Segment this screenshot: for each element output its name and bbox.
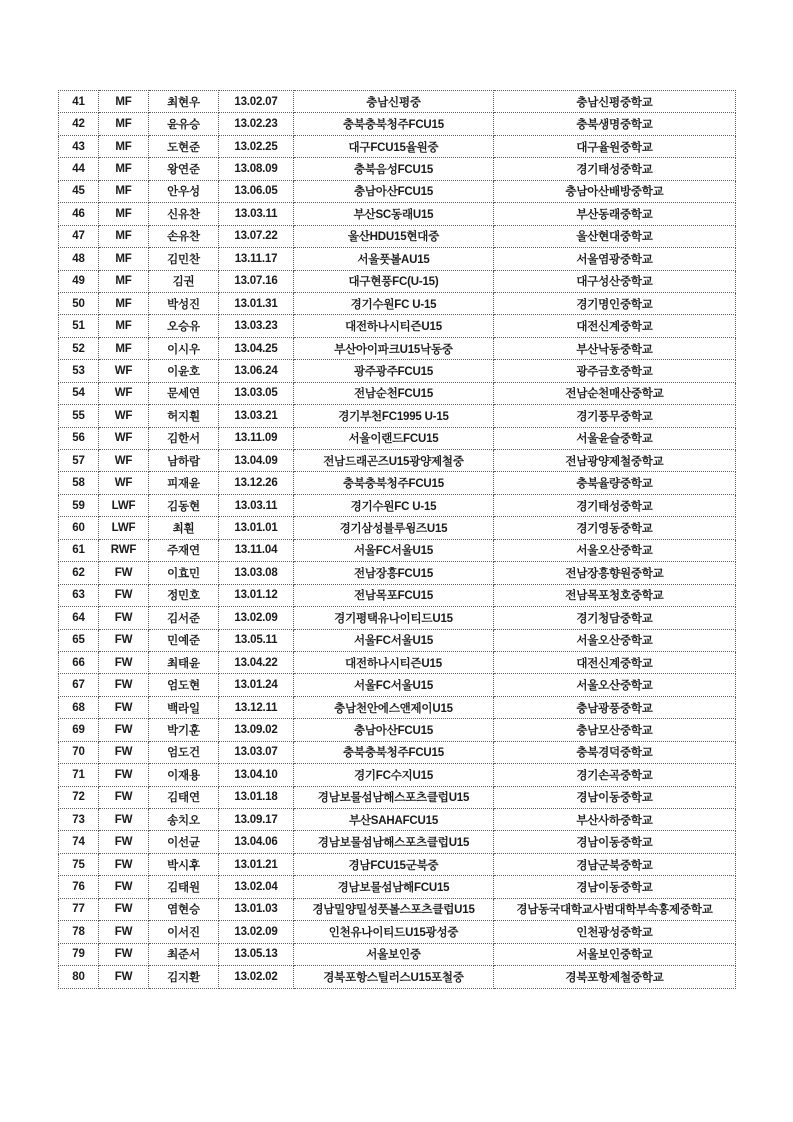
cell-name: 안우성 <box>149 180 219 202</box>
cell-no: 65 <box>59 629 99 651</box>
table-row <box>59 651 736 673</box>
cell-name: 김민찬 <box>149 248 219 270</box>
cell-club: 충남아산FCU15 <box>294 180 494 202</box>
cell-name: 이재용 <box>149 764 219 786</box>
cell-birth_date: 13.04.22 <box>219 651 294 673</box>
cell-club: 충북충북청주FCU15 <box>294 113 494 135</box>
cell-school: 서울윤슬중학교 <box>494 427 736 449</box>
cell-position: WF <box>99 382 149 404</box>
cell-birth_date: 13.02.07 <box>219 91 294 113</box>
cell-no: 45 <box>59 180 99 202</box>
cell-club: 경남보물섬남해스포츠클럽U15 <box>294 831 494 853</box>
cell-school: 경기태성중학교 <box>494 494 736 516</box>
cell-school: 서울오산중학교 <box>494 539 736 561</box>
table-row <box>59 427 736 449</box>
cell-no: 54 <box>59 382 99 404</box>
cell-position: FW <box>99 898 149 920</box>
cell-name: 박성진 <box>149 292 219 314</box>
cell-birth_date: 13.06.24 <box>219 360 294 382</box>
cell-position: WF <box>99 405 149 427</box>
cell-club: 경남보물섬남해스포츠클럽U15 <box>294 786 494 808</box>
cell-no: 74 <box>59 831 99 853</box>
cell-club: 경남보물섬남해FCU15 <box>294 876 494 898</box>
table-row <box>59 853 736 875</box>
cell-no: 78 <box>59 921 99 943</box>
cell-birth_date: 13.01.24 <box>219 674 294 696</box>
cell-club: 부산SAHAFCU15 <box>294 809 494 831</box>
cell-position: WF <box>99 427 149 449</box>
cell-club: 부산아이파크U15낙동중 <box>294 337 494 359</box>
table-row <box>59 921 736 943</box>
cell-club: 경남FCU15군북중 <box>294 853 494 875</box>
cell-school: 부산사하중학교 <box>494 809 736 831</box>
cell-no: 69 <box>59 719 99 741</box>
cell-school: 대구성산중학교 <box>494 270 736 292</box>
cell-no: 47 <box>59 225 99 247</box>
cell-no: 59 <box>59 494 99 516</box>
cell-club: 대전하나시티즌U15 <box>294 651 494 673</box>
cell-position: FW <box>99 562 149 584</box>
cell-school: 경남이동중학교 <box>494 786 736 808</box>
cell-no: 55 <box>59 405 99 427</box>
table-row <box>59 764 736 786</box>
cell-position: FW <box>99 741 149 763</box>
table-row <box>59 943 736 965</box>
cell-birth_date: 13.07.22 <box>219 225 294 247</box>
cell-name: 김권 <box>149 270 219 292</box>
cell-name: 송치오 <box>149 809 219 831</box>
cell-position: FW <box>99 719 149 741</box>
cell-no: 52 <box>59 337 99 359</box>
table-row <box>59 405 736 427</box>
cell-name: 오승유 <box>149 315 219 337</box>
cell-position: MF <box>99 270 149 292</box>
table-row <box>59 562 736 584</box>
table-row <box>59 270 736 292</box>
table-row <box>59 203 736 225</box>
table-row <box>59 696 736 718</box>
cell-position: LWF <box>99 494 149 516</box>
cell-school: 대전신계중학교 <box>494 651 736 673</box>
cell-school: 서울보인중학교 <box>494 943 736 965</box>
cell-name: 왕연준 <box>149 158 219 180</box>
table-row <box>59 584 736 606</box>
cell-no: 68 <box>59 696 99 718</box>
roster-body <box>59 91 736 989</box>
cell-position: FW <box>99 809 149 831</box>
cell-school: 부산동래중학교 <box>494 203 736 225</box>
cell-no: 75 <box>59 853 99 875</box>
cell-school: 경북포항제철중학교 <box>494 966 736 988</box>
cell-birth_date: 13.11.09 <box>219 427 294 449</box>
cell-position: FW <box>99 584 149 606</box>
cell-no: 58 <box>59 472 99 494</box>
cell-school: 광주금호중학교 <box>494 360 736 382</box>
cell-no: 53 <box>59 360 99 382</box>
cell-birth_date: 13.01.01 <box>219 517 294 539</box>
table-row <box>59 472 736 494</box>
cell-name: 민예준 <box>149 629 219 651</box>
cell-club: 서울풋볼AU15 <box>294 248 494 270</box>
table-row <box>59 292 736 314</box>
cell-name: 윤유승 <box>149 113 219 135</box>
cell-birth_date: 13.04.25 <box>219 337 294 359</box>
cell-name: 김태원 <box>149 876 219 898</box>
cell-name: 피재윤 <box>149 472 219 494</box>
table-row <box>59 786 736 808</box>
cell-position: FW <box>99 607 149 629</box>
cell-birth_date: 13.01.03 <box>219 898 294 920</box>
cell-name: 엄도현 <box>149 674 219 696</box>
cell-club: 서울FC서울U15 <box>294 629 494 651</box>
cell-position: FW <box>99 831 149 853</box>
cell-no: 57 <box>59 450 99 472</box>
cell-club: 경기수원FC U-15 <box>294 494 494 516</box>
table-row <box>59 674 736 696</box>
cell-position: RWF <box>99 539 149 561</box>
cell-birth_date: 13.01.31 <box>219 292 294 314</box>
cell-birth_date: 13.01.18 <box>219 786 294 808</box>
table-row <box>59 629 736 651</box>
cell-school: 충남모산중학교 <box>494 719 736 741</box>
cell-birth_date: 13.03.23 <box>219 315 294 337</box>
cell-name: 최태윤 <box>149 651 219 673</box>
table-row <box>59 809 736 831</box>
cell-position: MF <box>99 91 149 113</box>
cell-name: 허지훤 <box>149 405 219 427</box>
table-row <box>59 158 736 180</box>
cell-position: WF <box>99 360 149 382</box>
cell-club: 충북음성FCU15 <box>294 158 494 180</box>
cell-no: 44 <box>59 158 99 180</box>
cell-no: 64 <box>59 607 99 629</box>
cell-birth_date: 13.12.26 <box>219 472 294 494</box>
cell-school: 충남광풍중학교 <box>494 696 736 718</box>
cell-birth_date: 13.02.09 <box>219 921 294 943</box>
cell-name: 이효민 <box>149 562 219 584</box>
cell-school: 경기청담중학교 <box>494 607 736 629</box>
table-row <box>59 876 736 898</box>
cell-school: 서울오산중학교 <box>494 674 736 696</box>
table-row <box>59 360 736 382</box>
cell-position: MF <box>99 203 149 225</box>
table-row <box>59 315 736 337</box>
cell-name: 김서준 <box>149 607 219 629</box>
cell-club: 충북충북청주FCU15 <box>294 741 494 763</box>
table-row <box>59 607 736 629</box>
cell-school: 전남목포청호중학교 <box>494 584 736 606</box>
cell-birth_date: 13.11.17 <box>219 248 294 270</box>
cell-no: 48 <box>59 248 99 270</box>
table-row <box>59 719 736 741</box>
cell-name: 남하람 <box>149 450 219 472</box>
cell-position: MF <box>99 180 149 202</box>
cell-birth_date: 13.07.16 <box>219 270 294 292</box>
cell-birth_date: 13.02.09 <box>219 607 294 629</box>
cell-position: MF <box>99 135 149 157</box>
cell-birth_date: 13.11.04 <box>219 539 294 561</box>
cell-position: FW <box>99 921 149 943</box>
cell-school: 서울염광중학교 <box>494 248 736 270</box>
cell-birth_date: 13.12.11 <box>219 696 294 718</box>
table-row <box>59 337 736 359</box>
cell-no: 62 <box>59 562 99 584</box>
cell-school: 경기명인중학교 <box>494 292 736 314</box>
cell-name: 최훤 <box>149 517 219 539</box>
cell-school: 전남순천매산중학교 <box>494 382 736 404</box>
cell-club: 충북충북청주FCU15 <box>294 472 494 494</box>
cell-school: 충북경덕중학교 <box>494 741 736 763</box>
cell-name: 박시후 <box>149 853 219 875</box>
cell-no: 66 <box>59 651 99 673</box>
cell-no: 63 <box>59 584 99 606</box>
cell-school: 충남아산배방중학교 <box>494 180 736 202</box>
cell-name: 최현우 <box>149 91 219 113</box>
cell-birth_date: 13.04.10 <box>219 764 294 786</box>
cell-position: FW <box>99 876 149 898</box>
cell-school: 충남신평중학교 <box>494 91 736 113</box>
cell-club: 대구현풍FC(U-15) <box>294 270 494 292</box>
cell-no: 60 <box>59 517 99 539</box>
cell-club: 경기수원FC U-15 <box>294 292 494 314</box>
table-row <box>59 831 736 853</box>
cell-name: 문세연 <box>149 382 219 404</box>
cell-no: 77 <box>59 898 99 920</box>
cell-name: 최준서 <box>149 943 219 965</box>
cell-birth_date: 13.03.08 <box>219 562 294 584</box>
cell-birth_date: 13.03.11 <box>219 494 294 516</box>
cell-club: 부산SC동래U15 <box>294 203 494 225</box>
table-row <box>59 382 736 404</box>
cell-birth_date: 13.02.25 <box>219 135 294 157</box>
cell-name: 이서진 <box>149 921 219 943</box>
cell-name: 손유찬 <box>149 225 219 247</box>
cell-birth_date: 13.03.05 <box>219 382 294 404</box>
cell-no: 72 <box>59 786 99 808</box>
cell-birth_date: 13.03.07 <box>219 741 294 763</box>
cell-position: FW <box>99 629 149 651</box>
cell-no: 71 <box>59 764 99 786</box>
cell-school: 전남광양제철중학교 <box>494 450 736 472</box>
cell-position: WF <box>99 450 149 472</box>
cell-birth_date: 13.04.09 <box>219 450 294 472</box>
cell-no: 67 <box>59 674 99 696</box>
cell-birth_date: 13.01.12 <box>219 584 294 606</box>
cell-school: 울산현대중학교 <box>494 225 736 247</box>
cell-club: 대구FCU15율원중 <box>294 135 494 157</box>
cell-birth_date: 13.06.05 <box>219 180 294 202</box>
cell-position: FW <box>99 966 149 988</box>
cell-name: 이윤호 <box>149 360 219 382</box>
cell-club: 경기평택유나이티드U15 <box>294 607 494 629</box>
cell-position: LWF <box>99 517 149 539</box>
cell-club: 전남순천FCU15 <box>294 382 494 404</box>
cell-position: FW <box>99 696 149 718</box>
table-row <box>59 741 736 763</box>
table-row <box>59 898 736 920</box>
cell-school: 경남이동중학교 <box>494 876 736 898</box>
cell-no: 61 <box>59 539 99 561</box>
table-row <box>59 135 736 157</box>
cell-name: 김지환 <box>149 966 219 988</box>
player-roster-table <box>58 90 736 989</box>
cell-club: 대전하나시티즌U15 <box>294 315 494 337</box>
cell-birth_date: 13.08.09 <box>219 158 294 180</box>
cell-school: 인천광성중학교 <box>494 921 736 943</box>
cell-no: 51 <box>59 315 99 337</box>
cell-school: 경기영동중학교 <box>494 517 736 539</box>
table-row <box>59 113 736 135</box>
cell-no: 50 <box>59 292 99 314</box>
cell-club: 경남밀양밀성풋볼스포츠클럽U15 <box>294 898 494 920</box>
cell-name: 김태연 <box>149 786 219 808</box>
cell-name: 김동현 <box>149 494 219 516</box>
cell-position: FW <box>99 764 149 786</box>
cell-club: 울산HDU15현대중 <box>294 225 494 247</box>
cell-school: 충북생명중학교 <box>494 113 736 135</box>
cell-birth_date: 13.09.17 <box>219 809 294 831</box>
cell-club: 전남장흥FCU15 <box>294 562 494 584</box>
cell-school: 경남동국대학교사범대학부속홍제중학교 <box>494 898 736 920</box>
cell-club: 서울보인중 <box>294 943 494 965</box>
cell-club: 경기삼성블루윙즈U15 <box>294 517 494 539</box>
cell-position: FW <box>99 674 149 696</box>
cell-club: 경기FC수지U15 <box>294 764 494 786</box>
cell-school: 경남군북중학교 <box>494 853 736 875</box>
cell-club: 광주광주FCU15 <box>294 360 494 382</box>
cell-school: 경기풍무중학교 <box>494 405 736 427</box>
cell-name: 백라일 <box>149 696 219 718</box>
cell-no: 70 <box>59 741 99 763</box>
cell-club: 서울이랜드FCU15 <box>294 427 494 449</box>
cell-position: MF <box>99 315 149 337</box>
cell-position: MF <box>99 292 149 314</box>
table-row <box>59 91 736 113</box>
cell-birth_date: 13.01.21 <box>219 853 294 875</box>
cell-no: 42 <box>59 113 99 135</box>
cell-club: 경기부천FC1995 U-15 <box>294 405 494 427</box>
cell-birth_date: 13.03.21 <box>219 405 294 427</box>
cell-school: 서울오산중학교 <box>494 629 736 651</box>
cell-birth_date: 13.02.02 <box>219 966 294 988</box>
cell-position: FW <box>99 786 149 808</box>
cell-club: 경북포항스틸러스U15포철중 <box>294 966 494 988</box>
cell-club: 전남드래곤즈U15광양제철중 <box>294 450 494 472</box>
table-row <box>59 539 736 561</box>
cell-school: 전남장흥향원중학교 <box>494 562 736 584</box>
cell-club: 서울FC서울U15 <box>294 674 494 696</box>
cell-school: 충북율량중학교 <box>494 472 736 494</box>
cell-birth_date: 13.04.06 <box>219 831 294 853</box>
cell-club: 충남천안에스앤제이U15 <box>294 696 494 718</box>
cell-no: 76 <box>59 876 99 898</box>
table-row <box>59 966 736 988</box>
cell-no: 46 <box>59 203 99 225</box>
cell-position: MF <box>99 225 149 247</box>
cell-name: 신유찬 <box>149 203 219 225</box>
cell-position: FW <box>99 651 149 673</box>
table-row <box>59 494 736 516</box>
cell-name: 주재연 <box>149 539 219 561</box>
cell-birth_date: 13.05.11 <box>219 629 294 651</box>
cell-name: 이시우 <box>149 337 219 359</box>
cell-club: 충남아산FCU15 <box>294 719 494 741</box>
cell-birth_date: 13.02.23 <box>219 113 294 135</box>
cell-birth_date: 13.02.04 <box>219 876 294 898</box>
cell-position: MF <box>99 337 149 359</box>
cell-no: 43 <box>59 135 99 157</box>
cell-no: 80 <box>59 966 99 988</box>
cell-birth_date: 13.05.13 <box>219 943 294 965</box>
cell-school: 경기태성중학교 <box>494 158 736 180</box>
cell-school: 경남이동중학교 <box>494 831 736 853</box>
cell-no: 56 <box>59 427 99 449</box>
cell-position: WF <box>99 472 149 494</box>
cell-club: 서울FC서울U15 <box>294 539 494 561</box>
cell-no: 79 <box>59 943 99 965</box>
cell-school: 대구율원중학교 <box>494 135 736 157</box>
cell-club: 충남신평중 <box>294 91 494 113</box>
cell-position: FW <box>99 853 149 875</box>
cell-name: 박기훈 <box>149 719 219 741</box>
cell-no: 73 <box>59 809 99 831</box>
table-row <box>59 225 736 247</box>
cell-name: 김한서 <box>149 427 219 449</box>
cell-club: 전남목포FCU15 <box>294 584 494 606</box>
cell-no: 41 <box>59 91 99 113</box>
cell-birth_date: 13.09.02 <box>219 719 294 741</box>
table-row <box>59 180 736 202</box>
cell-name: 도현준 <box>149 135 219 157</box>
table-row <box>59 248 736 270</box>
cell-birth_date: 13.03.11 <box>219 203 294 225</box>
table-row <box>59 517 736 539</box>
cell-position: MF <box>99 248 149 270</box>
table-row <box>59 450 736 472</box>
cell-no: 49 <box>59 270 99 292</box>
cell-school: 경기손곡중학교 <box>494 764 736 786</box>
cell-name: 염현승 <box>149 898 219 920</box>
cell-position: MF <box>99 158 149 180</box>
cell-position: FW <box>99 943 149 965</box>
cell-school: 부산낙동중학교 <box>494 337 736 359</box>
cell-name: 이선균 <box>149 831 219 853</box>
cell-name: 엄도건 <box>149 741 219 763</box>
cell-club: 인천유나이티드U15광성중 <box>294 921 494 943</box>
cell-school: 대전신계중학교 <box>494 315 736 337</box>
cell-name: 정민호 <box>149 584 219 606</box>
cell-position: MF <box>99 113 149 135</box>
